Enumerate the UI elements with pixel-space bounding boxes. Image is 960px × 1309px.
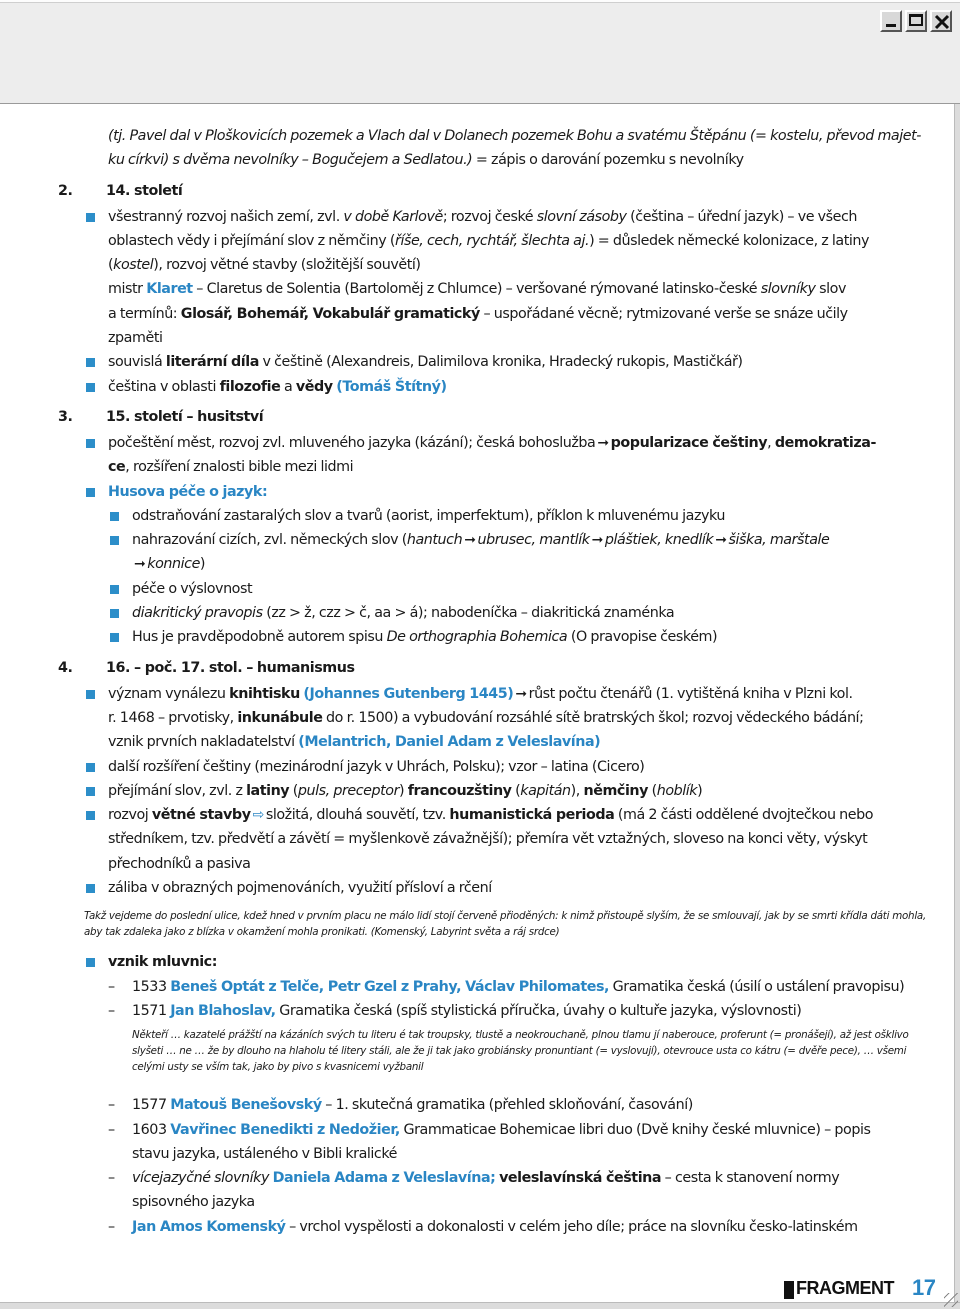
text-line: oblastech vědy i přejímání slov z němčiny (říše, cech, rychtář, šlechta aj.) = důsledek německé kolonizace, z latiny	[108, 232, 870, 249]
square-bullet-icon	[86, 811, 95, 820]
square-bullet-icon	[86, 213, 95, 222]
section-heading: 4. 16. – poč. 17. stol. – humanismus	[58, 659, 355, 676]
page-number: 17	[912, 1275, 936, 1300]
close-icon[interactable]	[930, 10, 952, 32]
text-line: (tj. Pavel dal v Ploškovicích pozemek a Vlach dal v Dolanech pozemek Bohu a svatému Štěpánu (= kostelu, převod majet-	[108, 128, 921, 144]
list-item: nahrazování cizích, zvl. německých slov (hantuch ➞ ubrusec, mantlík ➞ pláštiek, knedlík ➞ šiška, marštale	[58, 528, 933, 552]
list-item: význam vynálezu knihtisku (Johannes Gutenberg 1445) ➞ růst počtu čtenářů (1. vytištěná kniha v Plzni kol.	[58, 682, 933, 706]
square-bullet-icon	[86, 690, 95, 699]
section-heading: 2. 14. století	[58, 182, 183, 199]
text-line: ➞ konnice)	[58, 552, 933, 576]
section-heading: 3. 15. století – husitství	[58, 408, 264, 425]
arrow-right-icon: ➞	[591, 532, 603, 549]
text-line: spisovného jazyka	[132, 1194, 255, 1211]
square-bullet-icon	[110, 512, 119, 521]
list-item: záliba v obrazných pojmenováních, využití přísloví a rčení	[58, 876, 933, 900]
square-bullet-icon	[86, 383, 95, 392]
document-body	[58, 124, 933, 1239]
list-item: – Jan Amos Komenský – vrchol vyspělosti a dokonalosti v celém jeho díle; práce na slovníku česko-latinském	[108, 1218, 858, 1235]
list-item: – 1533 Beneš Optát z Telče, Petr Gzel z Prahy, Václav Philomates, Gramatika česká (úsilí o ustálení pravopisu)	[108, 978, 905, 995]
window-frame	[954, 104, 960, 1309]
text-line: zpaměti	[108, 330, 163, 347]
list-item: – 1603 Vavřinec Benedikti z Nedožier, Grammaticae Bohemicae libri duo (Dvě knihy české mluvnice) – popis	[108, 1121, 871, 1138]
text-line: (kostel), rozvoj větné stavby (složitější souvětí)	[108, 257, 421, 274]
square-bullet-icon	[110, 536, 119, 545]
hollow-arrow-icon: ⇨	[252, 807, 264, 824]
arrow-right-icon: ➞	[134, 556, 146, 573]
list-item: přejímání slov, zvl. z latiny (puls, preceptor) francouzštiny (kapitán), němčiny (hoblík)	[58, 779, 933, 803]
fragment-logo: FRAGMENT	[784, 1278, 894, 1299]
window-controls	[880, 10, 952, 32]
resize-grip-icon[interactable]	[944, 1293, 958, 1307]
square-bullet-icon	[86, 358, 95, 367]
quote-block: Někteří … kazatelé prážští na kázáních svých tu literu é tak troupsky, tlustě a neokrouchaně, plnou tlamu jí naberouce, proferunt (= pronášejí), až jest ošklivo slyšeti … ne … že by dlouho na hlaholu té litery stáli, ale že ji tak jako grobiánsky pronuntiant (= vyslovují), otevroucе usta co kátru (= dvěře pece), … všemi celými usty se vším tak, jako by pivo s kvasnicemi vyžbanil	[132, 1029, 909, 1074]
text-line: přechodníků a pasiva	[108, 855, 251, 872]
text-line: vznik prvních nakladatelství (Melantrich, Daniel Adam z Veleslavína)	[108, 734, 601, 751]
text-line: a termínů: Glosář, Bohemář, Vokabulář gramatický – uspořádané věcně; rytmizované verše se snáze učily	[108, 305, 848, 322]
list-item: všestranný rozvoj našich zemí, zvl. v době Karlově; rozvoj české slovní zásoby (čeština – úřední jazyk) – ve všech	[58, 205, 933, 229]
list-item: diakritický pravopis (zz > ž, czz > č, aa > á); nabodeníčka – diakritická znaménka	[58, 601, 933, 625]
arrow-right-icon: ➞	[715, 532, 727, 549]
list-item: vznik mluvnic:	[58, 950, 933, 974]
square-bullet-icon	[110, 633, 119, 642]
text-line: ce, rozšíření znalosti bible mezi lidmi	[108, 459, 354, 476]
list-item: péče o výslovnost	[58, 577, 933, 601]
arrow-right-icon: ➞	[597, 434, 609, 451]
square-bullet-icon	[110, 609, 119, 618]
minimize-icon[interactable]	[880, 10, 902, 32]
list-item: čeština v oblasti filozofie a vědy (Tomáš Štítný)	[58, 375, 933, 399]
text-line: středníkem, tzv. předvětí a závětí = myšlenkově závažnější); přemíra vět vztažných, sloveso na konci věty, výskyt	[108, 831, 868, 848]
square-bullet-icon	[86, 763, 95, 772]
list-item: – vícejazyčné slovníky Daniela Adama z Veleslavína; veleslavínská čeština – cesta k stanovení normy	[108, 1170, 840, 1187]
window-titlebar	[0, 0, 960, 104]
window-frame	[0, 1302, 960, 1309]
list-item: – 1577 Matouš Benešovský – 1. skutečná gramatika (přehled skloňování, časování)	[108, 1097, 693, 1114]
square-bullet-icon	[86, 439, 95, 448]
arrow-right-icon: ➞	[464, 532, 476, 549]
quote-block: Takž vejdeme do poslední ulice, kdež hned v prvním placu ne málo lidí stojí červeně přioděných: k nimž přistoupě slyším, že se smlouvají, jak by se smrti křídla dáti mohla, aby tak zdaleka jako z blízka v okamžení mohla pronikati. (Komenský, Labyrint světa a ráj srdce)	[84, 910, 927, 939]
square-bullet-icon	[86, 958, 95, 967]
text-line: r. 1468 – prvotisky, inkunábule do r. 1500) a vybudování rozsáhlé sítě bratrských škol; rozvoj vědeckého bádání;	[108, 709, 864, 726]
maximize-icon[interactable]	[905, 10, 927, 32]
list-item: počeštění měst, rozvoj zvl. mluveného jazyka (kázání); česká bohoslužba ➞ popularizace češtiny, demokratiza-	[58, 431, 933, 455]
text-line: ku církvi) s dvěma nevolníky – Bogučejem a Sedlatou.) = zápis o darování pozemku s nevolníky	[108, 152, 744, 169]
text-line: stavu jazyka, ustáleného v Bibli kralické	[132, 1145, 398, 1162]
list-item: Husova péče o jazyk:	[58, 480, 933, 504]
list-item: rozvoj větné stavby ⇨ složitá, dlouhá souvětí, tzv. humanistická perioda (má 2 části oddělené dvojtečkou nebo	[58, 803, 933, 827]
list-item: souvislá literární díla v češtině (Alexandreis, Dalimilova kronika, Hradecký rukopis, Mastičkář)	[58, 350, 933, 374]
arrow-right-icon: ➞	[515, 685, 527, 702]
list-item: Hus je pravděpodobně autorem spisu De orthographia Bohemica (O pravopise českém)	[58, 625, 933, 649]
text-line: mistr Klaret – Claretus de Solentia (Bartoloměj z Chlumce) – veršované rýmované latinsko-české slovníky slov	[108, 281, 846, 298]
list-item: odstraňování zastaralých slov a tvarů (aorist, imperfektum), příklon k mluvenému jazyku	[58, 504, 933, 528]
list-item: další rozšíření češtiny (mezinárodní jazyk v Uhrách, Polsku); vzor – latina (Cicero)	[58, 755, 933, 779]
square-bullet-icon	[86, 787, 95, 796]
page-footer	[784, 1276, 936, 1300]
square-bullet-icon	[86, 884, 95, 893]
square-bullet-icon	[110, 585, 119, 594]
square-bullet-icon	[86, 488, 95, 497]
list-item: – 1571 Jan Blahoslav, Gramatika česká (spíš stylistická příručka, úvahy o kultuře jazyka, výslovnosti)	[108, 1002, 802, 1019]
